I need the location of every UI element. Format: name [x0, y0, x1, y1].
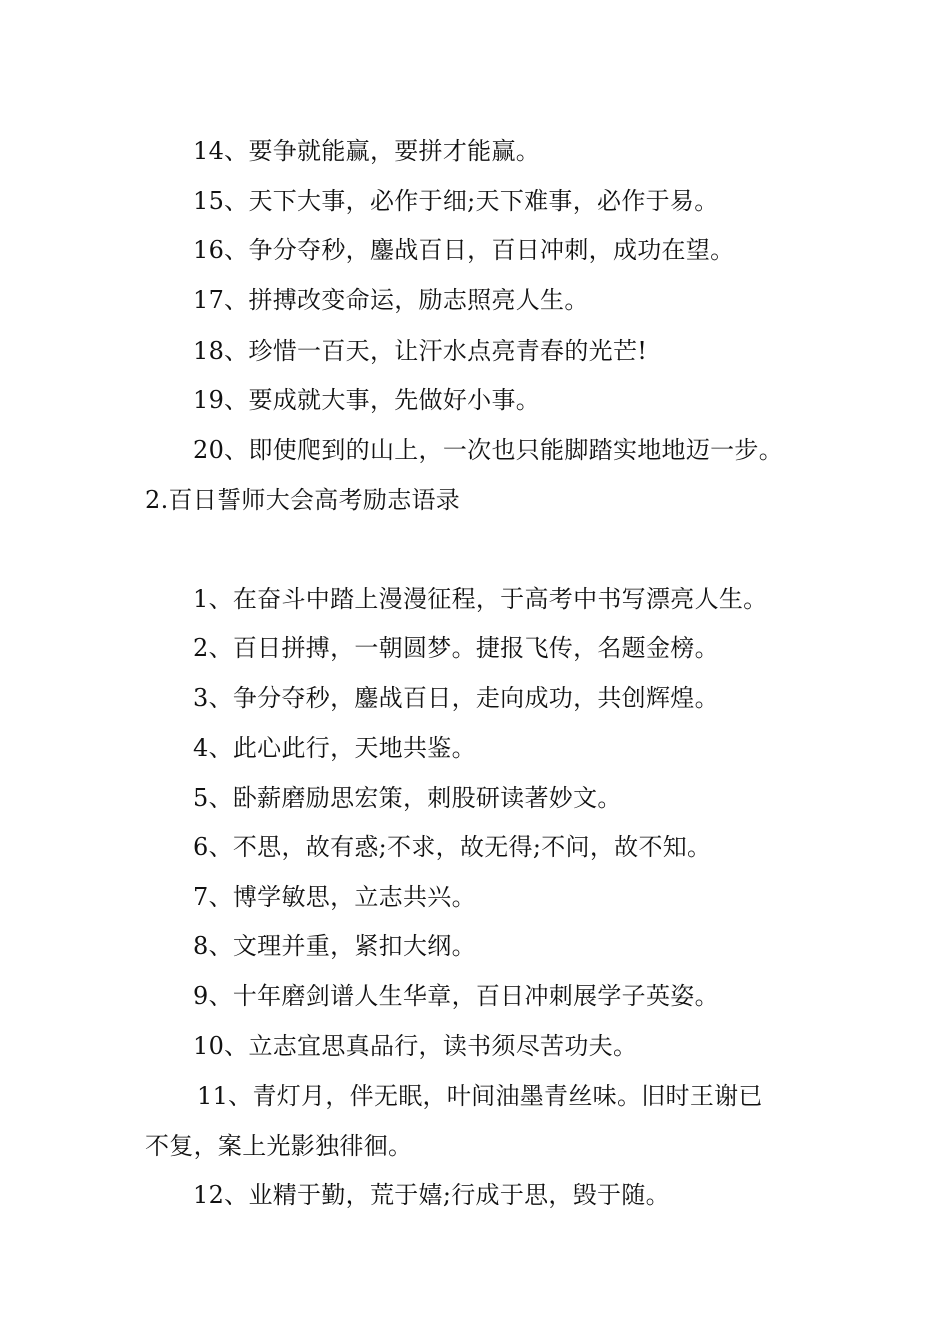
quote-2: 2、百日拼搏，一朝圆梦。捷报飞传，名题金榜。: [193, 634, 719, 662]
quote-7: 7、博学敏思，立志共兴。: [193, 883, 476, 911]
quote-4: 4、此心此行，天地共鉴。: [193, 734, 476, 762]
quote-1: 1、在奋斗中踏上漫漫征程，于高考中书写漂亮人生。: [193, 585, 768, 613]
section-heading: 2.百日誓师大会高考励志语录: [145, 486, 461, 514]
quote-5: 5、卧薪磨励思宏策，刺股研读著妙文。: [193, 784, 622, 812]
quote-9: 9、十年磨剑谱人生华章，百日冲刺展学子英姿。: [193, 982, 719, 1010]
quote-12: 12、业精于勤，荒于嬉;行成于思，毁于随。: [193, 1181, 670, 1209]
quote-18: 18、珍惜一百天，让汗水点亮青春的光芒!: [193, 337, 648, 365]
quote-15: 15、天下大事，必作于细;天下难事，必作于易。: [193, 187, 719, 215]
quote-6: 6、不思，故有惑;不求，故无得;不问，故不知。: [193, 833, 712, 861]
quote-16: 16、争分夺秒，鏖战百日，百日冲刺，成功在望。: [193, 236, 735, 264]
quote-20: 20、即使爬到的山上，一次也只能脚踏实地地迈一步。: [193, 436, 784, 464]
quote-10: 10、立志宜思真品行，读书须尽苦功夫。: [193, 1032, 638, 1060]
quote-19: 19、要成就大事，先做好小事。: [193, 386, 541, 414]
quote-17: 17、拼搏改变命运，励志照亮人生。: [193, 286, 589, 314]
quote-3: 3、争分夺秒，鏖战百日，走向成功，共创辉煌。: [193, 684, 719, 712]
quote-14: 14、要争就能赢，要拼才能赢。: [193, 137, 541, 165]
quote-11-line-2: 不复，案上光影独徘徊。: [145, 1132, 413, 1160]
quote-8: 8、文理并重，紧扣大纲。: [193, 932, 476, 960]
quote-11-line-1: 11、青灯月，伴无眠，叶间油墨青丝味。旧时王谢已: [197, 1082, 763, 1110]
